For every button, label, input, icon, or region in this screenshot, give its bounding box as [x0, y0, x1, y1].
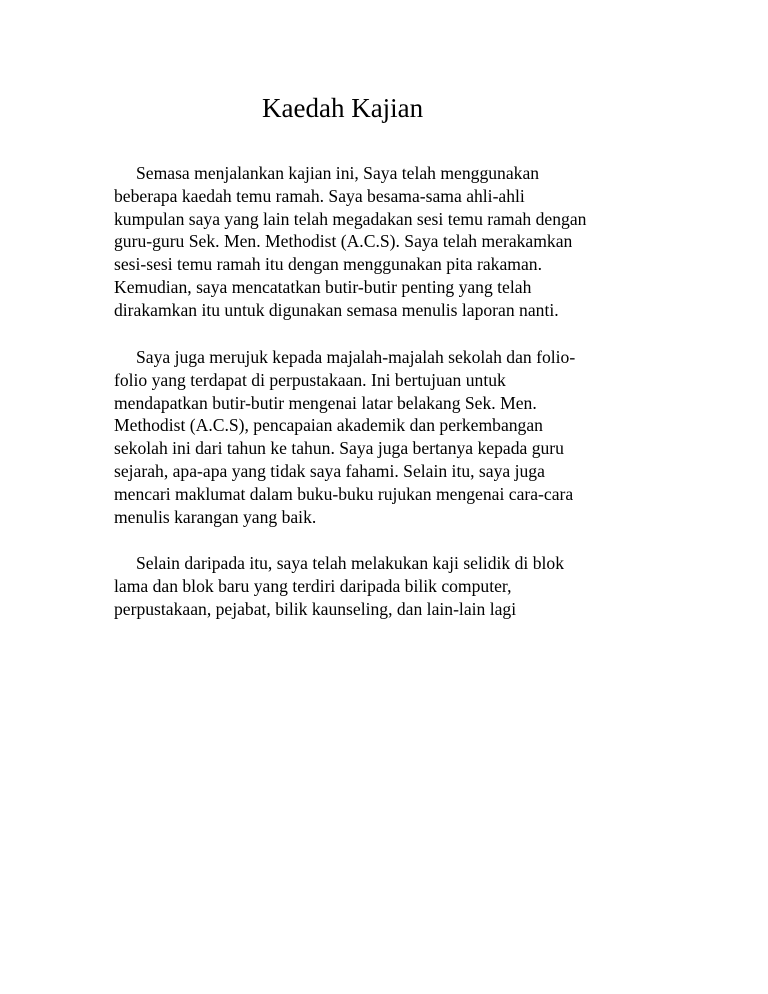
text-line: Methodist (A.C.S), pencapaian akademik dan perkembangan	[114, 415, 543, 436]
text-line: mendapatkan butir-butir mengenai latar belakang Sek. Men.	[114, 392, 537, 413]
text-line: kumpulan saya yang lain telah megadakan sesi temu ramah dengan	[114, 208, 587, 229]
text-line: guru-guru Sek. Men. Methodist (A.C.S). Saya telah merakamkan	[114, 231, 573, 252]
text-line: menulis karangan yang baik.	[114, 506, 317, 527]
paragraph-1	[114, 162, 586, 322]
paragraph-3	[114, 552, 564, 620]
text-line: mencari maklumat dalam buku-buku rujukan mengenai cara-cara	[114, 483, 574, 504]
text-line: Kemudian, saya mencatatkan butir-butir penting yang telah	[114, 276, 532, 297]
text-line: folio yang terdapat di perpustakaan. Ini bertujuan untuk	[114, 369, 506, 390]
text-line: Selain daripada itu, saya telah melakukan kaji selidik di blok	[114, 553, 564, 573]
text-line: perpustakaan, pejabat, bilik kaunseling, dan lain-lain lagi	[114, 598, 517, 619]
paragraph-2	[114, 346, 575, 528]
text-line: sesi-sesi temu ramah itu dengan menggunakan pita rakaman.	[114, 254, 542, 275]
text-line: Semasa menjalankan kajian ini, Saya telah menggunakan	[114, 163, 540, 183]
text-line: sejarah, apa-apa yang tidak saya fahami. Selain itu, saya juga	[114, 460, 545, 481]
text-line: beberapa kaedah temu ramah. Saya besama-sama ahli-ahli	[114, 185, 525, 206]
text-line: lama dan blok baru yang terdiri daripada bilik computer,	[114, 575, 512, 596]
text-line: sekolah ini dari tahun ke tahun. Saya juga bertanya kepada guru	[114, 438, 564, 459]
text-line: Saya juga merujuk kepada majalah-majalah sekolah dan folio-	[114, 347, 576, 367]
page-title: Kaedah Kajian	[262, 93, 424, 123]
text-line: dirakamkan itu untuk digunakan semasa menulis laporan nanti.	[114, 299, 559, 320]
